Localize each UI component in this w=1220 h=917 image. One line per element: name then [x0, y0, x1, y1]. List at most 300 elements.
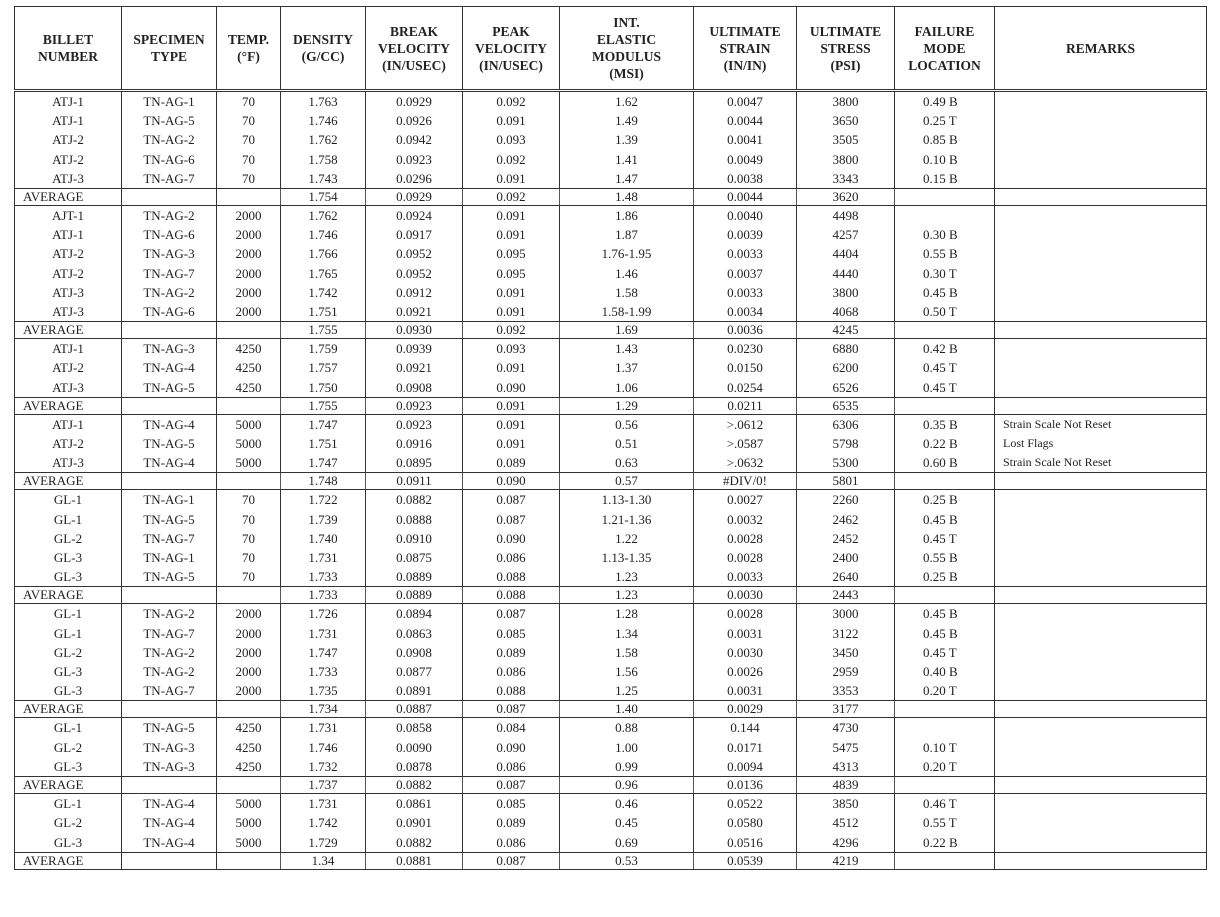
cell-remarks	[995, 244, 1207, 263]
cell-ultimate-strain: >.0587	[694, 434, 797, 453]
cell-failure-mode: 0.45 T	[895, 358, 995, 377]
cell-failure-mode: 0.25 B	[895, 567, 995, 587]
cell-temp: 5000	[217, 434, 281, 453]
table-row	[15, 643, 1207, 662]
cell-density: 1.746	[281, 738, 366, 757]
average-density: 1.733	[281, 587, 366, 604]
header-ultimate-strain: ULTIMATE STRAIN (IN/IN)	[694, 7, 797, 91]
cell-break-velocity: 0.0923	[366, 414, 463, 434]
cell-ultimate-stress: 3800	[797, 283, 895, 302]
cell-ultimate-strain: 0.0171	[694, 738, 797, 757]
average-remarks	[995, 397, 1207, 414]
cell-elastic-modulus: 0.63	[560, 453, 694, 473]
cell-billet-number: ATJ-2	[15, 150, 122, 169]
cell-billet-number: ATJ-1	[15, 414, 122, 434]
cell-failure-mode: 0.10 T	[895, 738, 995, 757]
average-density: 1.734	[281, 701, 366, 718]
cell-billet-number: GL-3	[15, 567, 122, 587]
cell-ultimate-stress: 3505	[797, 130, 895, 149]
average-label: AVERAGE	[15, 587, 122, 604]
average-row	[15, 852, 1207, 869]
average-temp	[217, 777, 281, 794]
cell-remarks: Lost Flags	[995, 434, 1207, 453]
average-ultimate-strain: #DIV/0!	[694, 473, 797, 490]
cell-temp: 2000	[217, 283, 281, 302]
cell-break-velocity: 0.0888	[366, 510, 463, 529]
cell-billet-number: GL-2	[15, 529, 122, 548]
cell-peak-velocity: 0.091	[463, 434, 560, 453]
cell-peak-velocity: 0.085	[463, 794, 560, 814]
table-row	[15, 358, 1207, 377]
cell-peak-velocity: 0.091	[463, 302, 560, 322]
cell-billet-number: ATJ-3	[15, 302, 122, 322]
cell-density: 1.747	[281, 414, 366, 434]
cell-temp: 70	[217, 91, 281, 112]
cell-billet-number: ATJ-1	[15, 225, 122, 244]
cell-elastic-modulus: 1.21-1.36	[560, 510, 694, 529]
table-row	[15, 738, 1207, 757]
cell-ultimate-strain: 0.0094	[694, 757, 797, 777]
cell-ultimate-strain: 0.0030	[694, 643, 797, 662]
cell-temp: 2000	[217, 681, 281, 701]
cell-specimen-type: TN-AG-3	[122, 738, 217, 757]
cell-peak-velocity: 0.090	[463, 378, 560, 398]
cell-billet-number: ATJ-3	[15, 378, 122, 398]
average-elastic-modulus: 1.40	[560, 701, 694, 718]
cell-peak-velocity: 0.091	[463, 111, 560, 130]
cell-ultimate-strain: 0.0049	[694, 150, 797, 169]
average-label: AVERAGE	[15, 701, 122, 718]
cell-billet-number: GL-1	[15, 624, 122, 643]
cell-ultimate-strain: 0.0039	[694, 225, 797, 244]
cell-failure-mode: 0.35 B	[895, 414, 995, 434]
cell-billet-number: GL-3	[15, 548, 122, 567]
cell-specimen-type: TN-AG-6	[122, 150, 217, 169]
cell-density: 1.732	[281, 757, 366, 777]
average-density: 1.755	[281, 397, 366, 414]
cell-break-velocity: 0.0912	[366, 283, 463, 302]
cell-break-velocity: 0.0942	[366, 130, 463, 149]
cell-ultimate-stress: 4068	[797, 302, 895, 322]
cell-elastic-modulus: 0.88	[560, 718, 694, 738]
cell-ultimate-strain: 0.0027	[694, 490, 797, 510]
cell-billet-number: GL-1	[15, 794, 122, 814]
cell-break-velocity: 0.0908	[366, 378, 463, 398]
cell-failure-mode: 0.45 B	[895, 604, 995, 624]
cell-billet-number: GL-1	[15, 490, 122, 510]
cell-ultimate-strain: 0.0028	[694, 604, 797, 624]
cell-elastic-modulus: 1.23	[560, 567, 694, 587]
table-row	[15, 302, 1207, 322]
cell-remarks	[995, 718, 1207, 738]
cell-temp: 2000	[217, 302, 281, 322]
cell-temp: 4250	[217, 358, 281, 377]
cell-elastic-modulus: 1.46	[560, 264, 694, 283]
cell-elastic-modulus: 1.41	[560, 150, 694, 169]
cell-ultimate-stress: 5300	[797, 453, 895, 473]
header-peak-velocity: PEAK VELOCITY (IN/USEC)	[463, 7, 560, 91]
cell-temp: 4250	[217, 738, 281, 757]
cell-specimen-type: TN-AG-6	[122, 225, 217, 244]
average-peak-velocity: 0.091	[463, 397, 560, 414]
cell-billet-number: ATJ-2	[15, 244, 122, 263]
average-break-velocity: 0.0929	[366, 189, 463, 206]
cell-density: 1.742	[281, 283, 366, 302]
cell-failure-mode: 0.55 B	[895, 244, 995, 263]
table-row	[15, 453, 1207, 473]
average-elastic-modulus: 1.48	[560, 189, 694, 206]
average-ultimate-stress: 3177	[797, 701, 895, 718]
cell-ultimate-strain: 0.0522	[694, 794, 797, 814]
average-break-velocity: 0.0887	[366, 701, 463, 718]
cell-peak-velocity: 0.086	[463, 833, 560, 853]
average-failure-mode	[895, 189, 995, 206]
cell-temp: 2000	[217, 225, 281, 244]
cell-density: 1.746	[281, 111, 366, 130]
table-row	[15, 794, 1207, 814]
cell-peak-velocity: 0.086	[463, 548, 560, 567]
header-remarks: REMARKS	[995, 7, 1207, 91]
average-label: AVERAGE	[15, 473, 122, 490]
cell-peak-velocity: 0.095	[463, 264, 560, 283]
cell-remarks	[995, 130, 1207, 149]
cell-break-velocity: 0.0952	[366, 244, 463, 263]
cell-specimen-type: TN-AG-4	[122, 453, 217, 473]
cell-remarks	[995, 358, 1207, 377]
cell-peak-velocity: 0.092	[463, 150, 560, 169]
average-remarks	[995, 587, 1207, 604]
cell-peak-velocity: 0.089	[463, 813, 560, 832]
cell-ultimate-stress: 3353	[797, 681, 895, 701]
average-remarks	[995, 322, 1207, 339]
cell-temp: 4250	[217, 718, 281, 738]
cell-billet-number: GL-3	[15, 662, 122, 681]
cell-density: 1.731	[281, 794, 366, 814]
cell-density: 1.722	[281, 490, 366, 510]
cell-ultimate-strain: 0.0034	[694, 302, 797, 322]
cell-ultimate-strain: 0.0028	[694, 529, 797, 548]
cell-ultimate-strain: 0.0033	[694, 283, 797, 302]
cell-density: 1.751	[281, 302, 366, 322]
average-density: 1.755	[281, 322, 366, 339]
table-row	[15, 490, 1207, 510]
cell-remarks	[995, 833, 1207, 853]
header-temp: TEMP. (°F)	[217, 7, 281, 91]
cell-break-velocity: 0.0910	[366, 529, 463, 548]
average-row	[15, 777, 1207, 794]
cell-density: 1.747	[281, 643, 366, 662]
cell-specimen-type: TN-AG-7	[122, 264, 217, 283]
cell-remarks	[995, 643, 1207, 662]
cell-break-velocity: 0.0923	[366, 150, 463, 169]
cell-remarks	[995, 283, 1207, 302]
cell-remarks	[995, 567, 1207, 587]
average-break-velocity: 0.0881	[366, 852, 463, 869]
cell-break-velocity: 0.0908	[366, 643, 463, 662]
cell-failure-mode: 0.20 T	[895, 681, 995, 701]
cell-billet-number: GL-3	[15, 681, 122, 701]
average-peak-velocity: 0.092	[463, 189, 560, 206]
cell-billet-number: GL-2	[15, 643, 122, 662]
cell-ultimate-stress: 2260	[797, 490, 895, 510]
cell-break-velocity: 0.0878	[366, 757, 463, 777]
cell-ultimate-strain: 0.0150	[694, 358, 797, 377]
cell-billet-number: GL-1	[15, 604, 122, 624]
cell-ultimate-strain: 0.0044	[694, 111, 797, 130]
cell-temp: 70	[217, 529, 281, 548]
average-peak-velocity: 0.087	[463, 701, 560, 718]
table-row	[15, 567, 1207, 587]
cell-elastic-modulus: 0.56	[560, 414, 694, 434]
cell-peak-velocity: 0.084	[463, 718, 560, 738]
header-elastic-modulus: INT. ELASTIC MODULUS (MSI)	[560, 7, 694, 91]
cell-remarks	[995, 206, 1207, 226]
cell-break-velocity: 0.0863	[366, 624, 463, 643]
cell-ultimate-strain: 0.0041	[694, 130, 797, 149]
cell-remarks	[995, 662, 1207, 681]
table-row	[15, 244, 1207, 263]
cell-peak-velocity: 0.090	[463, 529, 560, 548]
cell-elastic-modulus: 1.49	[560, 111, 694, 130]
cell-specimen-type: TN-AG-5	[122, 111, 217, 130]
cell-failure-mode: 0.49 B	[895, 91, 995, 112]
cell-billet-number: GL-3	[15, 757, 122, 777]
cell-density: 1.759	[281, 339, 366, 359]
cell-remarks	[995, 681, 1207, 701]
average-ultimate-strain: 0.0036	[694, 322, 797, 339]
cell-remarks	[995, 529, 1207, 548]
cell-ultimate-strain: 0.0037	[694, 264, 797, 283]
average-specimen-type	[122, 852, 217, 869]
average-elastic-modulus: 0.53	[560, 852, 694, 869]
average-ultimate-strain: 0.0029	[694, 701, 797, 718]
cell-ultimate-stress: 4404	[797, 244, 895, 263]
table-row	[15, 529, 1207, 548]
cell-failure-mode: 0.45 T	[895, 529, 995, 548]
cell-temp: 70	[217, 130, 281, 149]
cell-billet-number: ATJ-3	[15, 169, 122, 189]
average-specimen-type	[122, 473, 217, 490]
cell-specimen-type: TN-AG-5	[122, 718, 217, 738]
cell-billet-number: ATJ-1	[15, 111, 122, 130]
table-row	[15, 813, 1207, 832]
cell-break-velocity: 0.0926	[366, 111, 463, 130]
cell-elastic-modulus: 1.22	[560, 529, 694, 548]
cell-peak-velocity: 0.095	[463, 244, 560, 263]
average-temp	[217, 189, 281, 206]
cell-peak-velocity: 0.086	[463, 757, 560, 777]
cell-specimen-type: TN-AG-5	[122, 567, 217, 587]
average-specimen-type	[122, 587, 217, 604]
header-specimen-type: SPECIMEN TYPE	[122, 7, 217, 91]
average-ultimate-strain: 0.0539	[694, 852, 797, 869]
average-ultimate-strain: 0.0211	[694, 397, 797, 414]
cell-density: 1.743	[281, 169, 366, 189]
cell-ultimate-stress: 6880	[797, 339, 895, 359]
cell-break-velocity: 0.0875	[366, 548, 463, 567]
cell-specimen-type: TN-AG-1	[122, 91, 217, 112]
cell-break-velocity: 0.0924	[366, 206, 463, 226]
cell-failure-mode: 0.25 T	[895, 111, 995, 130]
cell-break-velocity: 0.0894	[366, 604, 463, 624]
average-peak-velocity: 0.092	[463, 322, 560, 339]
cell-failure-mode: 0.30 T	[895, 264, 995, 283]
table-row	[15, 111, 1207, 130]
table-row	[15, 624, 1207, 643]
cell-density: 1.733	[281, 567, 366, 587]
average-peak-velocity: 0.087	[463, 777, 560, 794]
average-label: AVERAGE	[15, 189, 122, 206]
cell-failure-mode: 0.45 T	[895, 643, 995, 662]
cell-density: 1.762	[281, 206, 366, 226]
table-row	[15, 510, 1207, 529]
cell-specimen-type: TN-AG-2	[122, 662, 217, 681]
average-ultimate-stress: 2443	[797, 587, 895, 604]
header-density: DENSITY (G/CC)	[281, 7, 366, 91]
cell-remarks	[995, 264, 1207, 283]
average-label: AVERAGE	[15, 397, 122, 414]
cell-remarks	[995, 757, 1207, 777]
cell-specimen-type: TN-AG-2	[122, 604, 217, 624]
cell-elastic-modulus: 1.28	[560, 604, 694, 624]
average-temp	[217, 473, 281, 490]
cell-remarks	[995, 624, 1207, 643]
cell-peak-velocity: 0.087	[463, 604, 560, 624]
cell-failure-mode: 0.60 B	[895, 453, 995, 473]
average-break-velocity: 0.0911	[366, 473, 463, 490]
cell-remarks	[995, 604, 1207, 624]
table-row	[15, 757, 1207, 777]
cell-billet-number: GL-2	[15, 813, 122, 832]
cell-break-velocity: 0.0877	[366, 662, 463, 681]
cell-density: 1.735	[281, 681, 366, 701]
cell-temp: 70	[217, 169, 281, 189]
cell-elastic-modulus: 1.56	[560, 662, 694, 681]
cell-ultimate-strain: 0.0032	[694, 510, 797, 529]
average-ultimate-strain: 0.0030	[694, 587, 797, 604]
cell-ultimate-strain: >.0632	[694, 453, 797, 473]
average-break-velocity: 0.0930	[366, 322, 463, 339]
cell-break-velocity: 0.0917	[366, 225, 463, 244]
cell-failure-mode: 0.45 B	[895, 624, 995, 643]
cell-temp: 2000	[217, 604, 281, 624]
cell-failure-mode: 0.30 B	[895, 225, 995, 244]
cell-temp: 70	[217, 548, 281, 567]
cell-elastic-modulus: 0.45	[560, 813, 694, 832]
cell-density: 1.731	[281, 548, 366, 567]
cell-remarks	[995, 378, 1207, 398]
table-row	[15, 339, 1207, 359]
cell-break-velocity: 0.0891	[366, 681, 463, 701]
cell-density: 1.731	[281, 624, 366, 643]
cell-peak-velocity: 0.085	[463, 624, 560, 643]
cell-billet-number: GL-1	[15, 718, 122, 738]
average-row	[15, 587, 1207, 604]
cell-remarks	[995, 490, 1207, 510]
cell-ultimate-strain: 0.0230	[694, 339, 797, 359]
cell-elastic-modulus: 1.06	[560, 378, 694, 398]
cell-remarks	[995, 111, 1207, 130]
cell-failure-mode: 0.15 B	[895, 169, 995, 189]
cell-failure-mode: 0.45 T	[895, 378, 995, 398]
average-remarks	[995, 852, 1207, 869]
cell-break-velocity: 0.0952	[366, 264, 463, 283]
cell-ultimate-stress: 4296	[797, 833, 895, 853]
cell-elastic-modulus: 1.25	[560, 681, 694, 701]
average-row	[15, 473, 1207, 490]
cell-ultimate-stress: 3800	[797, 150, 895, 169]
cell-ultimate-stress: 2462	[797, 510, 895, 529]
cell-remarks	[995, 302, 1207, 322]
cell-specimen-type: TN-AG-2	[122, 643, 217, 662]
cell-temp: 70	[217, 567, 281, 587]
cell-density: 1.742	[281, 813, 366, 832]
cell-ultimate-stress: 4257	[797, 225, 895, 244]
cell-failure-mode: 0.55 B	[895, 548, 995, 567]
cell-ultimate-strain: 0.0254	[694, 378, 797, 398]
cell-billet-number: ATJ-1	[15, 91, 122, 112]
cell-ultimate-stress: 2452	[797, 529, 895, 548]
cell-temp: 70	[217, 150, 281, 169]
cell-break-velocity: 0.0296	[366, 169, 463, 189]
cell-elastic-modulus: 0.99	[560, 757, 694, 777]
average-row	[15, 322, 1207, 339]
cell-elastic-modulus: 1.13-1.30	[560, 490, 694, 510]
cell-failure-mode: 0.20 T	[895, 757, 995, 777]
cell-ultimate-stress: 4313	[797, 757, 895, 777]
cell-ultimate-stress: 6200	[797, 358, 895, 377]
average-label: AVERAGE	[15, 852, 122, 869]
cell-peak-velocity: 0.091	[463, 283, 560, 302]
table-body	[15, 91, 1207, 870]
table-row	[15, 833, 1207, 853]
cell-specimen-type: TN-AG-7	[122, 529, 217, 548]
cell-elastic-modulus: 0.69	[560, 833, 694, 853]
cell-failure-mode: 0.85 B	[895, 130, 995, 149]
cell-ultimate-stress: 3850	[797, 794, 895, 814]
cell-break-velocity: 0.0921	[366, 358, 463, 377]
cell-peak-velocity: 0.092	[463, 91, 560, 112]
cell-peak-velocity: 0.089	[463, 453, 560, 473]
table-row	[15, 169, 1207, 189]
cell-remarks	[995, 225, 1207, 244]
cell-remarks	[995, 169, 1207, 189]
cell-density: 1.746	[281, 225, 366, 244]
average-specimen-type	[122, 777, 217, 794]
cell-specimen-type: TN-AG-3	[122, 757, 217, 777]
cell-ultimate-stress: 3343	[797, 169, 895, 189]
average-temp	[217, 852, 281, 869]
cell-temp: 5000	[217, 794, 281, 814]
cell-peak-velocity: 0.088	[463, 567, 560, 587]
cell-ultimate-stress: 4440	[797, 264, 895, 283]
cell-temp: 5000	[217, 414, 281, 434]
cell-remarks: Strain Scale Not Reset	[995, 414, 1207, 434]
cell-density: 1.733	[281, 662, 366, 681]
cell-temp: 4250	[217, 378, 281, 398]
cell-billet-number: ATJ-2	[15, 264, 122, 283]
cell-density: 1.758	[281, 150, 366, 169]
average-row	[15, 397, 1207, 414]
cell-break-velocity: 0.0090	[366, 738, 463, 757]
cell-ultimate-strain: 0.0026	[694, 662, 797, 681]
cell-peak-velocity: 0.087	[463, 510, 560, 529]
cell-break-velocity: 0.0861	[366, 794, 463, 814]
cell-elastic-modulus: 1.62	[560, 91, 694, 112]
average-peak-velocity: 0.088	[463, 587, 560, 604]
cell-ultimate-strain: 0.0031	[694, 681, 797, 701]
cell-remarks	[995, 91, 1207, 112]
